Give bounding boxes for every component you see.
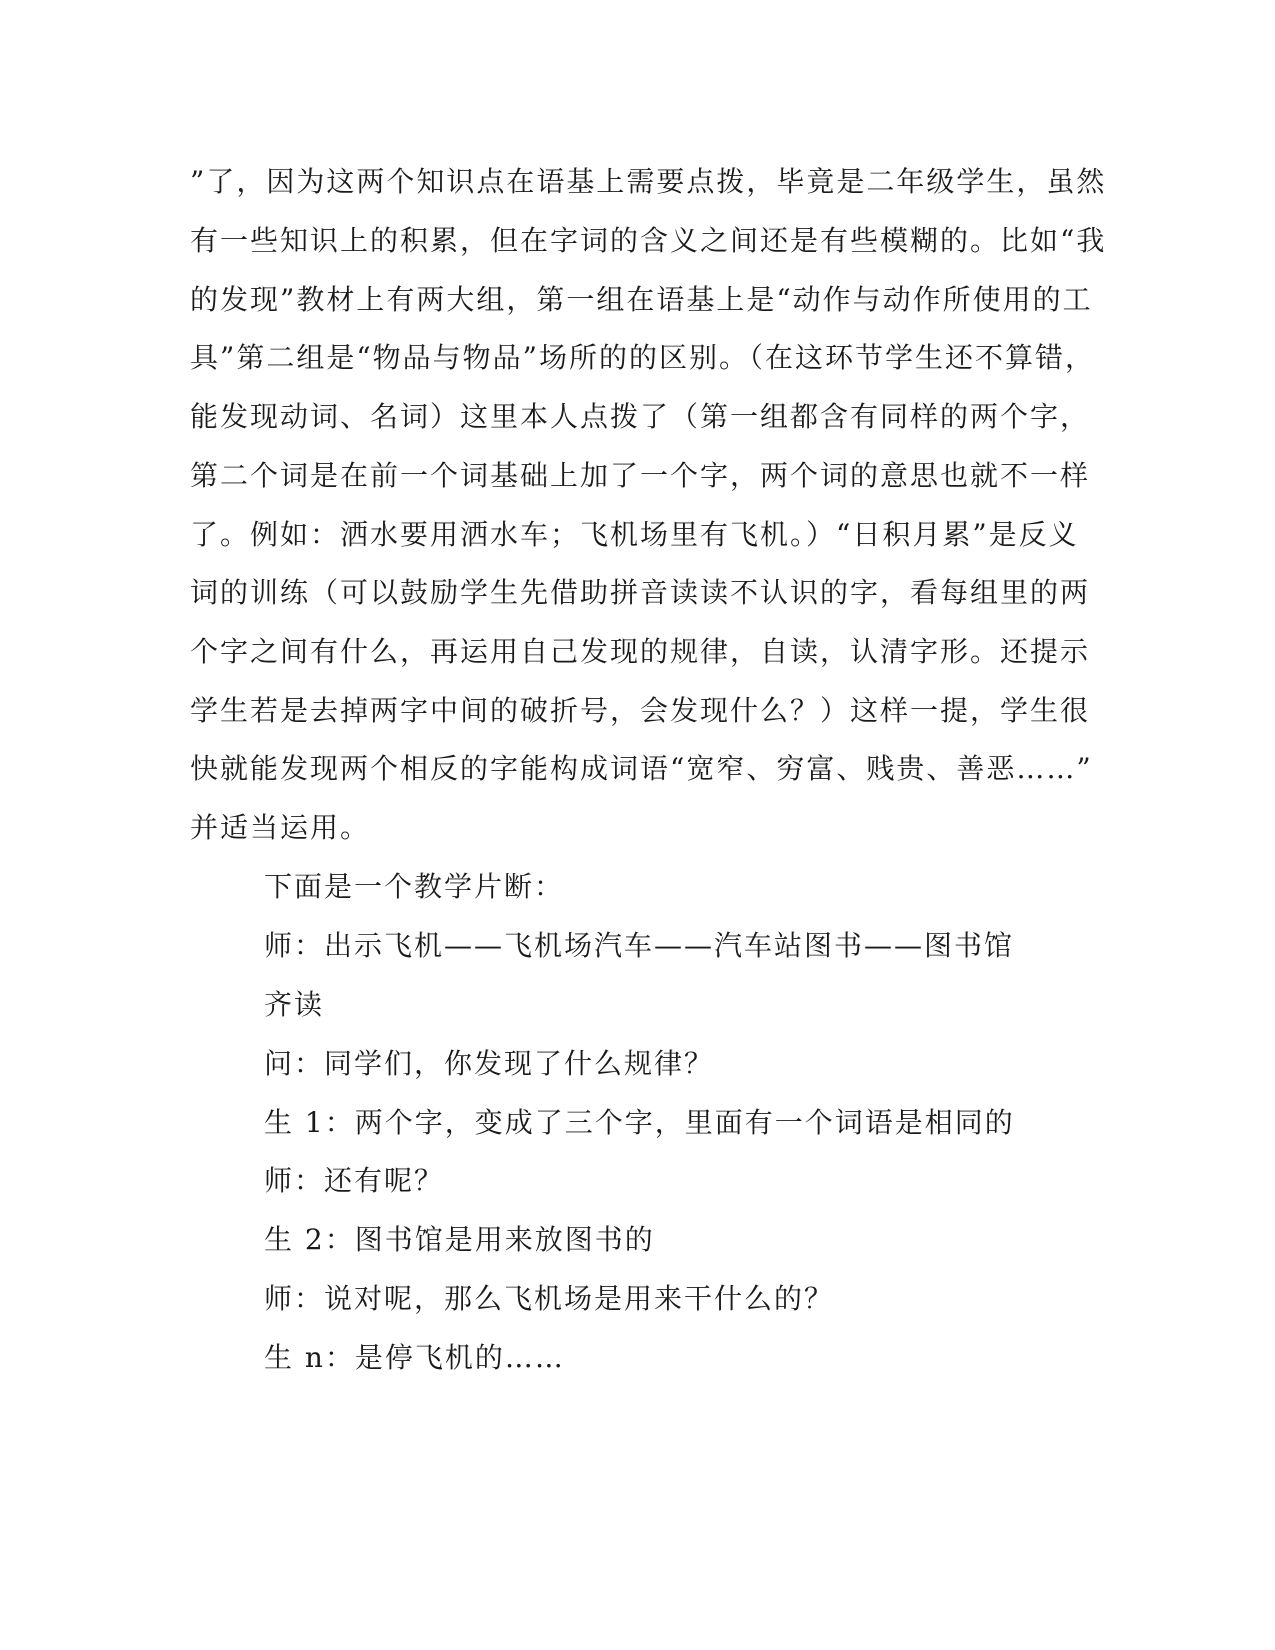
dialogue-line: 问：同学们，你发现了什么规律？ [264,1047,715,1080]
paragraph-line: 快就能发现两个相反的字能构成词语“宽窄、穷富、贱贵、善恶……” [190,752,1093,785]
dialogue-line: 师：还有呢？ [264,1164,445,1197]
paragraph-line: 第二个词是在前一个词基础上加了一个字，两个词的意思也就不一样 [190,459,1091,492]
paragraph-line: 了。例如：洒水要用洒水车；飞机场里有飞机。）“日积月累”是反义 [190,518,1079,551]
dialogue-line: 生 1：两个字，变成了三个字，里面有一个词语是相同的 [264,1106,1015,1139]
paragraph-line: ”了，因为这两个知识点在语基上需要点拨，毕竟是二年级学生，虽然 [190,165,1107,198]
dialogue-line: 师：说对呢，那么飞机场是用来干什么的？ [264,1282,835,1315]
paragraph-line: 词的训练（可以鼓励学生先借助拼音读读不认识的字，看每组里的两 [190,576,1091,609]
paragraph-line: 有一些知识上的积累，但在字词的含义之间还是有些模糊的。比如“我 [190,224,1107,257]
paragraph-line: 并适当运用。 [190,811,371,844]
paragraph-line: 的发现”教材上有两大组，第一组在语基上是“动作与动作所使用的工 [190,283,1093,316]
dialogue-line: 齐读 [264,988,325,1021]
paragraph-line: 学生若是去掉两字中间的破折号，会发现什么？）这样一提，学生很 [190,694,1091,727]
dialogue-line: 生 n：是停飞机的…… [264,1341,565,1374]
dialogue-line: 师：出示飞机——飞机场汽车——汽车站图书——图书馆 [264,929,1015,962]
dialogue-line: 生 2：图书馆是用来放图书的 [264,1223,655,1256]
paragraph-line: 能发现动词、名词）这里本人点拨了（第一组都含有同样的两个字， [190,400,1091,433]
paragraph-line: 具”第二组是“物品与物品”场所的的区别。（在这环节学生还不算错， [190,341,1095,374]
paragraph-line: 个字之间有什么，再运用自己发现的规律，自读，认清字形。还提示 [190,635,1091,668]
dialogue-line: 下面是一个教学片断： [264,870,565,903]
